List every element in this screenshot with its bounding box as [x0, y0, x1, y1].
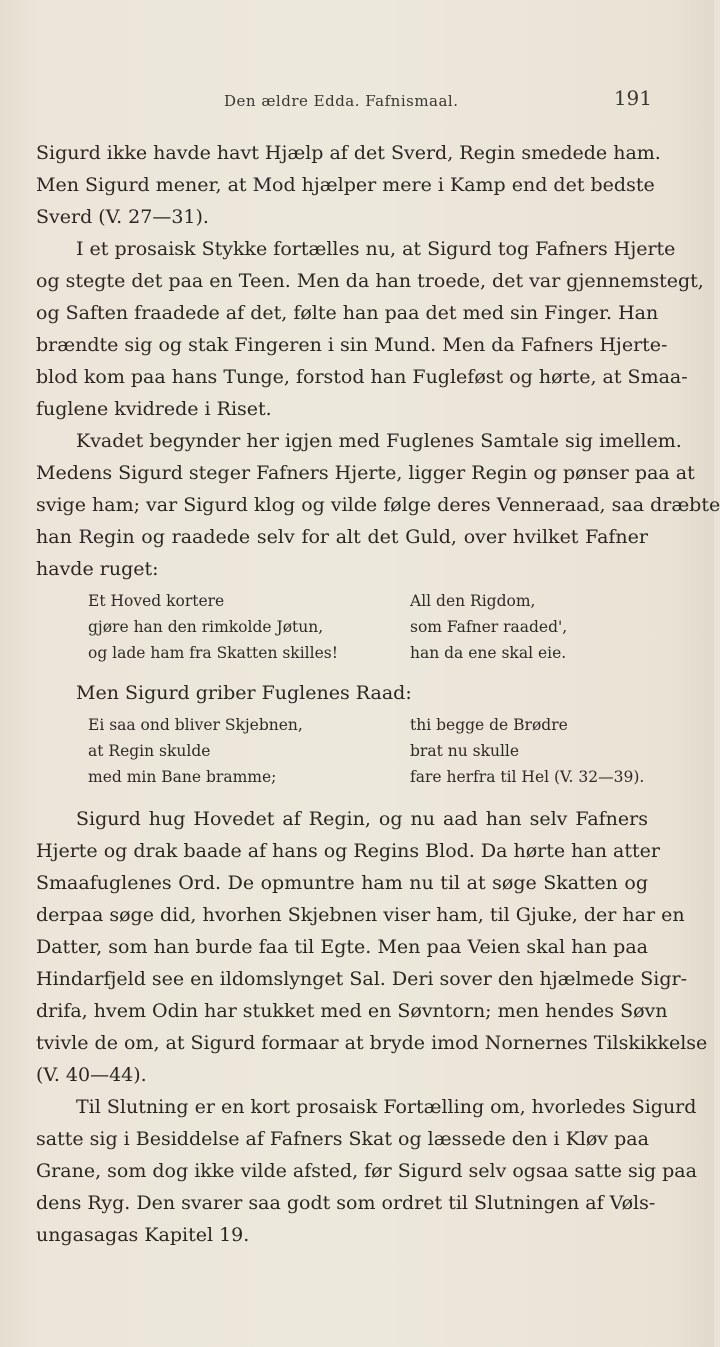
text-line: Kvadet begynder her igjen med Fuglenes Samtale sig imellem.: [76, 430, 682, 452]
text-line: fuglene kvidrede i Riset.: [36, 398, 272, 420]
text-line: Sigurd ikke havde havt Hjælp af det Sverd, Regin smedede ham.: [36, 142, 661, 164]
text-line: dens Ryg. Den svarer saa godt som ordret til Slutningen af Vøls-: [36, 1192, 656, 1214]
text-line: og Saften fraadede af det, følte han paa det med sin Finger. Han: [36, 302, 659, 324]
page-number: 191: [613, 86, 652, 110]
text-line: Men Sigurd griber Fuglenes Raad:: [76, 682, 412, 704]
verse-line: og lade ham fra Skatten skilles!: [88, 644, 338, 662]
text-line: Hjerte og drak baade af hans og Regins Blod. Da hørte han atter: [36, 840, 660, 862]
text-line: tvivle de om, at Sigurd formaar at bryde imod Nornernes Tilskikkelse: [36, 1032, 708, 1054]
running-head: Den ældre Edda. Fafnismaal.: [224, 92, 459, 110]
text-line: han Regin og raadede selv for alt det Guld, over hvilket Fafner: [36, 526, 648, 548]
text-line: Sigurd hug Hovedet af Regin, og nu aad han selv Fafners: [76, 808, 648, 830]
text-line: (V. 40—44).: [36, 1064, 147, 1086]
text-line: blod kom paa hans Tunge, forstod han Fugleføst og hørte, at Smaa-: [36, 366, 688, 388]
text-line: Hindarfjeld see en ildomslynget Sal. Deri sover den hjælmede Sigr-: [36, 968, 688, 990]
verse-line: gjøre han den rimkolde Jøtun,: [88, 618, 324, 636]
text-line: drifa, hvem Odin har stukket med en Søvntorn; men hendes Søvn: [36, 1000, 668, 1022]
text-line: Medens Sigurd steger Fafners Hjerte, ligger Regin og pønser paa at: [36, 462, 695, 484]
verse-line: han da ene skal eie.: [410, 644, 567, 662]
verse-line: All den Rigdom,: [410, 592, 536, 610]
text-line: brændte sig og stak Fingeren i sin Mund. Men da Fafners Hjerte-: [36, 334, 668, 356]
verse-line: thi begge de Brødre: [410, 716, 568, 734]
text-line: Men Sigurd mener, at Mod hjælper mere i Kamp end det bedste: [36, 174, 655, 196]
text-line: I et prosaisk Stykke fortælles nu, at Sigurd tog Fafners Hjerte: [76, 238, 676, 260]
verse-line: fare herfra til Hel (V. 32—39).: [410, 768, 645, 786]
verse-line: brat nu skulle: [410, 742, 520, 760]
text-line: Datter, som han burde faa til Egte. Men paa Veien skal han paa: [36, 936, 648, 958]
text-line: Sverd (V. 27—31).: [36, 206, 209, 228]
text-line: satte sig i Besiddelse af Fafners Skat og læssede den i Kløv paa: [36, 1128, 649, 1150]
verse-line: med min Bane bramme;: [88, 768, 277, 786]
text-line: Smaafuglenes Ord. De opmuntre ham nu til at søge Skatten og: [36, 872, 648, 894]
text-line: derpaa søge did, hvorhen Skjebnen viser ham, til Gjuke, der har en: [36, 904, 685, 926]
text-line: svige ham; var Sigurd klog og vilde følge deres Venneraad, saa dræbte: [36, 494, 720, 516]
verse-line: at Regin skulde: [88, 742, 211, 760]
text-line: Til Slutning er en kort prosaisk Fortælling om, hvorledes Sigurd: [76, 1096, 697, 1118]
verse-line: som Fafner raaded',: [410, 618, 568, 636]
text-line: og stegte det paa en Teen. Men da han troede, det var gjennemstegt,: [36, 270, 704, 292]
verse-line: Ei saa ond bliver Skjebnen,: [88, 716, 303, 734]
text-line: Grane, som dog ikke vilde afsted, før Sigurd selv ogsaa satte sig paa: [36, 1160, 697, 1182]
text-line: havde ruget:: [36, 558, 159, 580]
page-header: [36, 86, 656, 118]
verse-line: Et Hoved kortere: [88, 592, 225, 610]
text-line: ungasagas Kapitel 19.: [36, 1224, 250, 1246]
